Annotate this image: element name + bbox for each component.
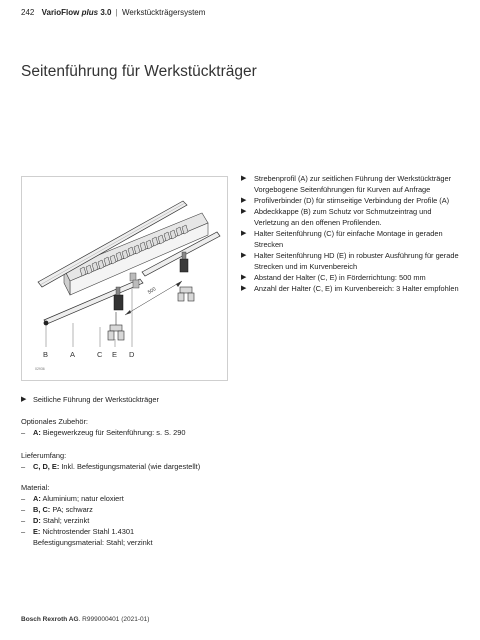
section-heading: Optionales Zubehör: [21,417,88,426]
footer-company: Bosch Rexroth AG [21,616,79,623]
feature-item: ▶ Abdeckkappe (B) zum Schutz vor Schmutzeintrag und Verletzung an den offenen Profilenden. [241,207,432,227]
bullet-arrow-icon: ▶ [241,197,247,204]
bullet-arrow-icon: ▶ [21,396,27,403]
guide-rail-lower [44,279,143,324]
label-b: B [43,350,49,359]
product-name: VarioFlow plus 3.0 [41,8,112,17]
feature-item: ▶ Strebenprofil (A) zur seitlichen Führung der Werkstückträger [241,174,452,183]
list-item: – C, D, E: Inkl. Befestigungsmaterial (wie dargestellt) [21,462,201,471]
dimension-value: 500 [146,286,158,296]
list-item: – A: Biegewerkzeug für Seitenführung: s. S. 290 [21,428,186,437]
figure-caption: ▶ Seitliche Führung der Werkstückträger [21,395,159,404]
section-heading: Lieferumfang: [21,451,67,460]
bullet-arrow-icon: ▶ [241,230,247,237]
bullet-arrow-icon: ▶ [241,285,247,292]
feature-item: ▶ Profilverbinder (D) für stirnseitige Verbindung der Profile (A) [241,196,450,205]
material-section [21,482,153,548]
page-number: 242 [21,8,35,17]
footer-doc-number: R999000401 (2021-01) [82,616,150,623]
feature-list [241,173,461,294]
product-figure [21,176,228,381]
optional-accessories [21,416,185,438]
figure-labels [22,350,228,362]
list-item: – E: Nichtrostender Stahl 1.4301 [21,527,135,536]
delivery-scope [21,450,200,472]
bullet-arrow-icon: ▶ [241,208,247,215]
label-e: E [112,350,118,359]
page-header [21,8,205,17]
feature-item: ▶ Abstand der Halter (C, E) in Förderrichtung: 500 mm [241,273,426,282]
header-separator: | [115,8,118,17]
section-heading: Material: [21,483,50,492]
page-footer: Bosch Rexroth AG. R999000401 (2021-01) [21,616,150,623]
loose-holder-e [108,312,124,340]
bullet-arrow-icon: ▶ [241,274,247,281]
label-d: D [129,350,135,359]
page-title: Seitenführung für Werkstückträger [21,63,257,80]
feature-item: ▶ Halter Seitenführung (C) für einfache Montage in geraden Strecken [241,229,443,249]
list-item: – D: Stahl; verzinkt [21,516,90,525]
end-cap-b [44,321,49,326]
figure-code: 02936 [35,367,45,371]
loose-holder-c [178,287,194,301]
feature-item: Vorgebogene Seitenführungen für Kurven auf Anfrage [254,185,431,194]
bullet-arrow-icon: ▶ [241,175,247,182]
list-item: – B, C: PA; schwarz [21,505,93,514]
list-item: – A: Aluminium; natur eloxiert [21,494,124,503]
label-a: A [70,350,76,359]
label-c: C [97,350,103,359]
material-continuation: Befestigungsmaterial: Stahl; verzinkt [33,538,153,547]
bullet-arrow-icon: ▶ [241,252,247,259]
feature-item: ▶ Anzahl der Halter (C, E) im Kurvenbereich: 3 Halter empfohlen [241,284,459,293]
feature-item: ▶ Halter Seitenführung HD (E) in robuster Ausführung für gerade Strecken und im Kurvenbereich [241,251,459,271]
header-section: Werkstückträgersystem [121,8,206,17]
